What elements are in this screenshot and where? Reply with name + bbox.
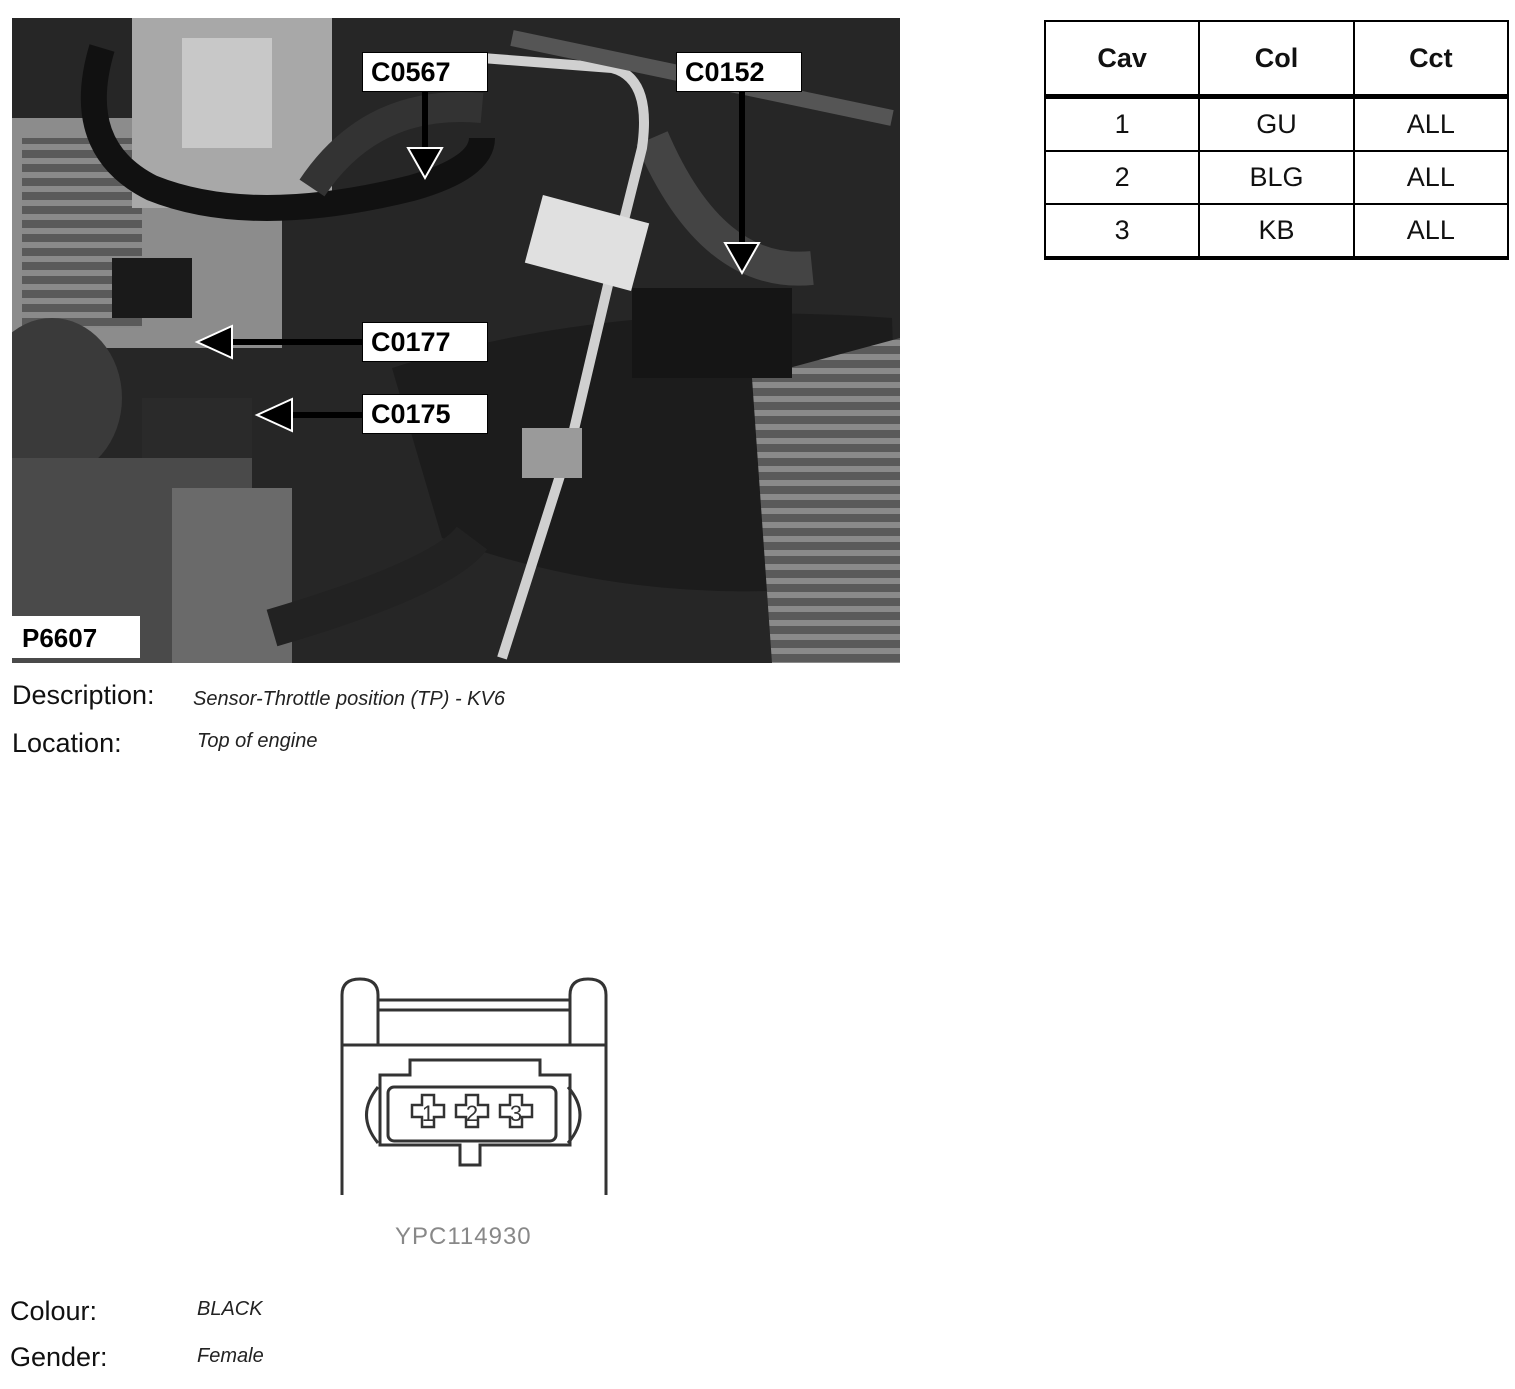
colour-value: BLACK xyxy=(197,1298,263,1320)
colour-label: Colour: xyxy=(10,1296,98,1326)
description-label: Description: xyxy=(12,680,155,710)
cell-col: GU xyxy=(1199,97,1353,152)
connector-face-diagram xyxy=(330,965,620,1195)
header-cct: Cct xyxy=(1354,21,1508,97)
cell-cct: ALL xyxy=(1354,151,1508,204)
callout-c0567: C0567 xyxy=(362,52,488,92)
cavity-table xyxy=(1044,20,1509,260)
table-row xyxy=(1045,97,1508,152)
header-col: Col xyxy=(1199,21,1353,97)
callout-c0175: C0175 xyxy=(362,394,488,434)
location-label: Location: xyxy=(12,728,122,758)
table-row xyxy=(1045,151,1508,204)
cell-cct: ALL xyxy=(1354,97,1508,152)
location-value: Top of engine xyxy=(197,730,318,752)
callout-c0152: C0152 xyxy=(676,52,802,92)
connector-part-number: YPC114930 xyxy=(395,1223,532,1250)
callout-c0177: C0177 xyxy=(362,322,488,362)
table-row xyxy=(1045,204,1508,258)
description-value: Sensor-Throttle position (TP) - KV6 xyxy=(193,688,505,710)
gender-label: Gender: xyxy=(10,1342,108,1372)
gender-value: Female xyxy=(197,1345,264,1367)
cell-cav: 1 xyxy=(1045,97,1199,152)
photo-reference: P6607 xyxy=(12,616,140,658)
cell-col: BLG xyxy=(1199,151,1353,204)
table-header-row xyxy=(1045,21,1508,97)
pin-1-label: 1 xyxy=(421,1101,435,1126)
cell-cav: 2 xyxy=(1045,151,1199,204)
cell-cct: ALL xyxy=(1354,204,1508,258)
engine-photo xyxy=(12,18,900,663)
header-cav: Cav xyxy=(1045,21,1199,97)
cell-cav: 3 xyxy=(1045,204,1199,258)
pin-3-label: 3 xyxy=(509,1101,523,1126)
cell-col: KB xyxy=(1199,204,1353,258)
pin-2-label: 2 xyxy=(465,1101,479,1126)
